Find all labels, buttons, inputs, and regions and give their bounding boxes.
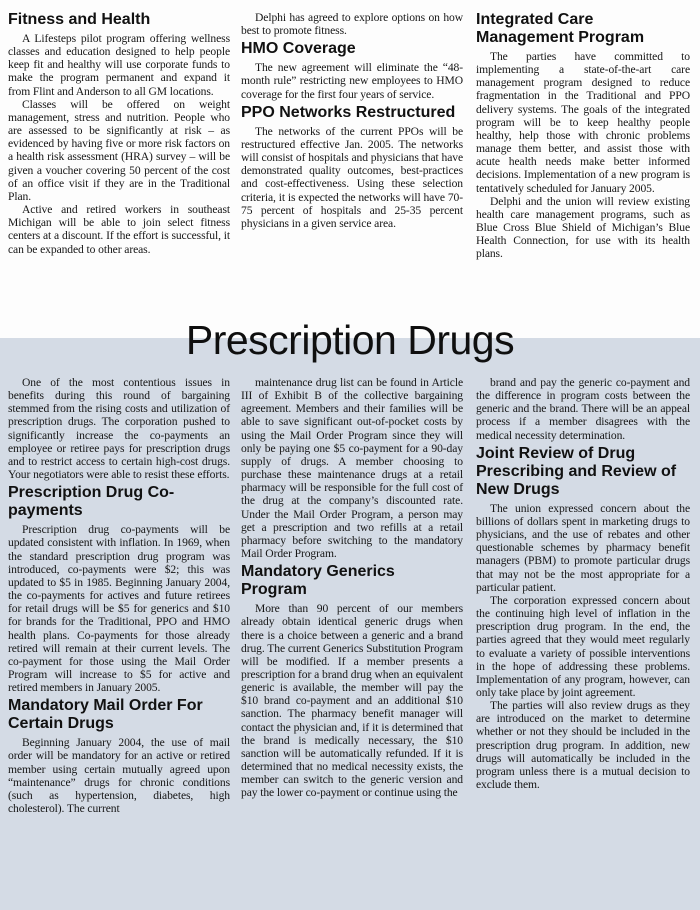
- hmo-coverage-heading: HMO Coverage: [241, 40, 356, 58]
- fitness-paragraph-2: Classes will be offered on weight management, stress and nutrition. People who are assessed to be significantly at risk – as evidenced by having five or more risk factors on a health risk assessment (HRA) survey – will be given a voucher covering 50 percent of the cost of an office visit if they are in the Traditional Plan.: [8, 97, 230, 203]
- integrated-care-heading: Integrated Care Management Program: [476, 11, 645, 46]
- fitness-paragraph-3: Active and retired workers in southeast Michigan will be able to join select fitness centers at a discount. If the effort is successful, it can be expanded to other areas.: [8, 203, 230, 256]
- joint-review-paragraph-1: The union expressed concern about the billions of dollars spent in marketing drugs to physicians, and the use of rebates and other questionable schemes by pharmacy benefit managers (PBM) to promote particular drugs that may not be the most appropriate for a particular patient.: [476, 501, 690, 594]
- rx-intro-paragraph: One of the most contentious issues in benefits during this round of bargaining stemmed from the rising costs and utilization of prescription drugs. The corporation pushed to significantly increase the co-payments an employee or retiree pays for prescription drugs and to restrict access to certain high-cost drugs. Your negotiators were able to resist these efforts.: [8, 376, 230, 482]
- mandatory-generics-heading: Mandatory Generics Program: [241, 563, 395, 599]
- brand-copayment-paragraph: brand and pay the generic co-payment and the difference in program costs between the generic and the brand. There will be an appeal process if a member disagrees with the medical necessity determination.: [476, 376, 690, 442]
- ppo-networks-paragraph: The networks of the current PPOs will be restructured effective Jan. 2005. The networks will consist of hospitals and physicians that have demonstrated quality outcomes, best-practices and cost-effectiveness. Using these selection criteria, it is expected the networks will have 70-75 percent of hospitals and 25-35 percent physicians in a given service area.: [241, 124, 463, 230]
- rx-copayments-paragraph: Prescription drug co-payments will be updated consistent with inflation. In 1969, when the standard prescription drug program was introduced, co-payments were $2; this was updated to $5 in 1985. Beginning January 2004, the co-payments for actives and future retirees for retail drugs will be $5 for generics and $10 for brands for the Traditional, PPO and HMO health plans. Co-payments for those already retired will remain at their current levels. The co-payment for those using the Mail Order Program will increase to $5 for active and retired members in January 2005.: [8, 523, 230, 695]
- ppo-networks-heading: PPO Networks Restructured: [241, 103, 456, 121]
- rx-column-2: [241, 376, 463, 800]
- mandatory-generics-paragraph: More than 90 percent of our members already obtain identical generic drugs when there is a choice between a generic and a brand drug. The current Generics Substitution Program will be modified. If a member presents a prescription for a brand drug when an equivalent generic is available, the member will pay the $10 brand co-payment and an additional $10 sanction. The pharmacy benefit manager will contact the physician and, if it is determined that the brand is medically necessary, the $10 sanction will be automatically refunded. If it is determined that no medical necessity exists, the member can switch to the generic version and pay the lower co-payment or continue using the: [241, 602, 463, 800]
- top-column-3: [476, 11, 690, 261]
- hmo-coverage-paragraph: The new agreement will eliminate the “48-month rule” restricting new employees to HMO coverage for the first four years of service.: [241, 61, 463, 101]
- integrated-care-paragraph-2: Delphi and the union will review existing health care management programs, such as Blue Cross Blue Shield of Michigan’s Blue Health Connection, for use with its health plans.: [476, 194, 690, 261]
- mail-order-heading: Mandatory Mail Order For Certain Drugs: [8, 697, 203, 733]
- maintenance-drug-paragraph: maintenance drug list can be found in Article III of Exhibit B of the collective bargaining agreement. Members and their families will be able to save significant out-of-pocket costs by using the Mail Order Program since they will only be paying one $5 co-payment for a 90-day supply of drugs. A member choosing to purchase these maintenance drugs at a retail pharmacy will be responsible for the full cost of the drug at the company’s discounted rate. Under the Mail Order Program, a person may get a prescription and two refills at a retail pharmacy before switching to the mandatory Mail Order Program.: [241, 376, 463, 561]
- top-column-1: [8, 11, 230, 256]
- rx-column-1: [8, 376, 230, 815]
- top-column-2: [241, 11, 463, 230]
- fitness-paragraph-1: A Lifesteps pilot program offering wellness classes and education designed to help people keep fit and healthy will use corporate funds to make the program permanent and expand it from Flint and Anderson to all GM locations.: [8, 32, 230, 98]
- rx-column-3: [476, 376, 690, 791]
- prescription-drugs-title: Prescription Drugs: [185, 317, 515, 363]
- rx-copayments-heading: Prescription Drug Co-payments: [8, 484, 175, 520]
- joint-review-paragraph-2: The corporation expressed concern about the continuing high level of inflation in the prescription drug program. In the end, the parties agreed that they would meet regularly to evaluate a variety of possible interventions in the hope of addressing these problems. Implementation of any program, however, can only take place by joint agreement.: [476, 593, 690, 699]
- joint-review-paragraph-3: The parties will also review drugs as they are introduced on the market to determine whether or not they should be included in the prescription drug program. In addition, new drugs will automatically be included in the program unless there is a mutual decision to exclude them.: [476, 699, 690, 792]
- delphi-fitness-paragraph: Delphi has agreed to explore options on how best to promote fitness.: [241, 11, 463, 38]
- fitness-health-heading: Fitness and Health: [8, 11, 151, 28]
- joint-review-heading: Joint Review of Drug Prescribing and Review of New Drugs: [476, 444, 677, 498]
- mail-order-paragraph: Beginning January 2004, the use of mail order will be mandatory for an active or retired member using certain mutually agreed upon “maintenance” drugs for chronic conditions (such as hypertension, diabetes, high cholesterol). The current: [8, 736, 230, 816]
- integrated-care-paragraph-1: The parties have committed to implementing a state-of-the-art care management program designed to reduce fragmentation in the Traditional and PPO delivery systems. The goals of the integrated program will be to keep healthy people healthy, help those with chronic problems manage them better, and assist those with acute health needs make better informed decisions. Implementation of a new program is tentatively scheduled for January 2005.: [476, 50, 690, 195]
